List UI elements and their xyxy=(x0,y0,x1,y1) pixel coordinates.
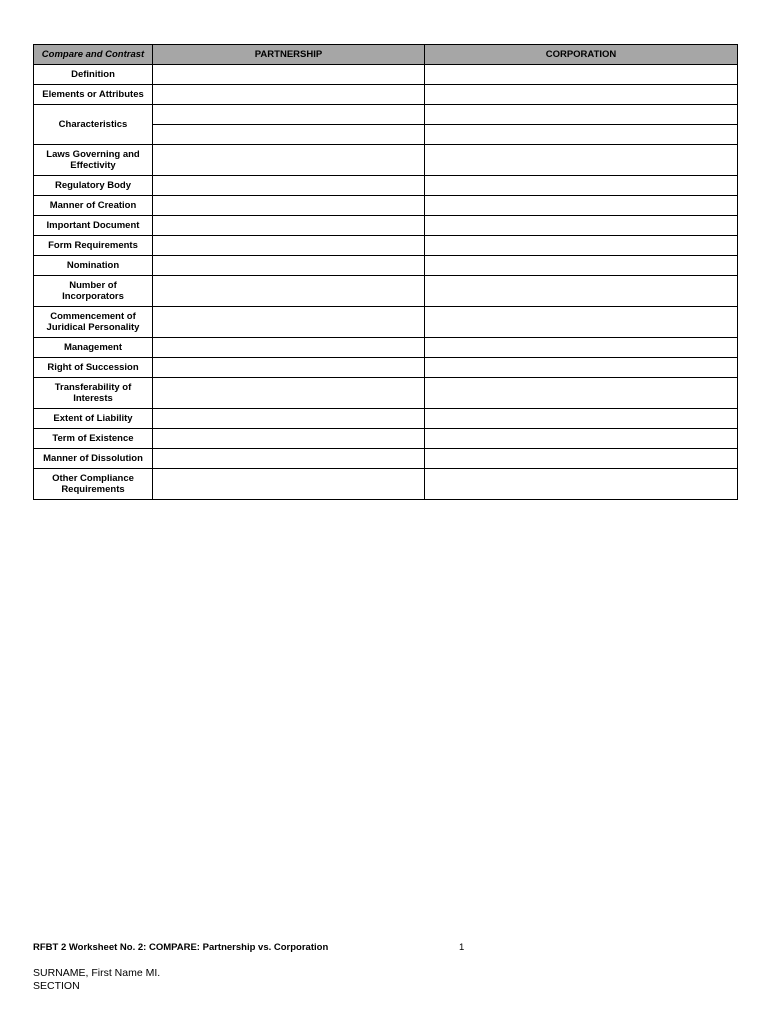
corporation-cell[interactable] xyxy=(425,358,738,378)
table-row xyxy=(34,256,738,276)
corporation-cell[interactable] xyxy=(425,65,738,85)
corporation-cell[interactable] xyxy=(425,429,738,449)
table-row xyxy=(34,85,738,105)
table-row xyxy=(34,105,738,125)
header-compare-contrast: Compare and Contrast xyxy=(34,45,153,65)
corporation-cell[interactable] xyxy=(425,85,738,105)
corporation-cell[interactable] xyxy=(425,276,738,307)
row-label-characteristics: Characteristics xyxy=(34,105,153,145)
corporation-cell[interactable] xyxy=(425,256,738,276)
row-label-management: Management xyxy=(34,338,153,358)
row-label-laws: Laws Governing and Effectivity xyxy=(34,145,153,176)
corporation-cell[interactable] xyxy=(425,338,738,358)
page-number: 1 xyxy=(459,942,465,953)
header-partnership: PARTNERSHIP xyxy=(153,45,425,65)
table-row xyxy=(34,307,738,338)
table-row xyxy=(34,358,738,378)
partnership-cell[interactable] xyxy=(153,358,425,378)
table-row xyxy=(34,196,738,216)
corporation-cell[interactable] xyxy=(425,176,738,196)
table-row xyxy=(34,378,738,409)
table-header-row xyxy=(34,45,738,65)
row-label-transferability: Transferability of Interests xyxy=(34,378,153,409)
corporation-cell[interactable] xyxy=(425,125,738,145)
row-label-term-of-existence: Term of Existence xyxy=(34,429,153,449)
partnership-cell[interactable] xyxy=(153,276,425,307)
compare-table xyxy=(33,44,738,500)
table-row xyxy=(34,216,738,236)
partnership-cell[interactable] xyxy=(153,409,425,429)
row-label-manner-of-creation: Manner of Creation xyxy=(34,196,153,216)
footer-title: RFBT 2 Worksheet No. 2: COMPARE: Partnership vs. Corporation xyxy=(33,942,329,953)
row-label-elements: Elements or Attributes xyxy=(34,85,153,105)
row-label-important-document: Important Document xyxy=(34,216,153,236)
partnership-cell[interactable] xyxy=(153,176,425,196)
name-line: SURNAME, First Name MI. xyxy=(33,967,161,979)
table-row xyxy=(34,145,738,176)
table-row xyxy=(34,276,738,307)
section-line: SECTION xyxy=(33,980,80,992)
row-label-manner-of-dissolution: Manner of Dissolution xyxy=(34,449,153,469)
corporation-cell[interactable] xyxy=(425,236,738,256)
corporation-cell[interactable] xyxy=(425,409,738,429)
partnership-cell[interactable] xyxy=(153,125,425,145)
partnership-cell[interactable] xyxy=(153,307,425,338)
partnership-cell[interactable] xyxy=(153,65,425,85)
table-row xyxy=(34,469,738,500)
table-row xyxy=(34,338,738,358)
corporation-cell[interactable] xyxy=(425,378,738,409)
partnership-cell[interactable] xyxy=(153,196,425,216)
row-label-extent-of-liability: Extent of Liability xyxy=(34,409,153,429)
student-info xyxy=(33,967,160,993)
corporation-cell[interactable] xyxy=(425,307,738,338)
corporation-cell[interactable] xyxy=(425,196,738,216)
partnership-cell[interactable] xyxy=(153,236,425,256)
table-row xyxy=(34,236,738,256)
row-label-number-of-incorporators: Number of Incorporators xyxy=(34,276,153,307)
row-label-commencement: Commencement of Juridical Personality xyxy=(34,307,153,338)
row-label-definition: Definition xyxy=(34,65,153,85)
row-label-form-requirements: Form Requirements xyxy=(34,236,153,256)
corporation-cell[interactable] xyxy=(425,145,738,176)
partnership-cell[interactable] xyxy=(153,105,425,125)
partnership-cell[interactable] xyxy=(153,338,425,358)
partnership-cell[interactable] xyxy=(153,145,425,176)
partnership-cell[interactable] xyxy=(153,256,425,276)
corporation-cell[interactable] xyxy=(425,105,738,125)
corporation-cell[interactable] xyxy=(425,449,738,469)
row-label-nomination: Nomination xyxy=(34,256,153,276)
row-label-other-compliance: Other Compliance Requirements xyxy=(34,469,153,500)
header-corporation: CORPORATION xyxy=(425,45,738,65)
corporation-cell[interactable] xyxy=(425,469,738,500)
partnership-cell[interactable] xyxy=(153,449,425,469)
partnership-cell[interactable] xyxy=(153,85,425,105)
table-row xyxy=(34,429,738,449)
table-row xyxy=(34,409,738,429)
partnership-cell[interactable] xyxy=(153,378,425,409)
row-label-regulatory-body: Regulatory Body xyxy=(34,176,153,196)
table-row xyxy=(34,449,738,469)
table-row xyxy=(34,65,738,85)
row-label-right-of-succession: Right of Succession xyxy=(34,358,153,378)
partnership-cell[interactable] xyxy=(153,469,425,500)
partnership-cell[interactable] xyxy=(153,216,425,236)
corporation-cell[interactable] xyxy=(425,216,738,236)
partnership-cell[interactable] xyxy=(153,429,425,449)
table-row xyxy=(34,176,738,196)
